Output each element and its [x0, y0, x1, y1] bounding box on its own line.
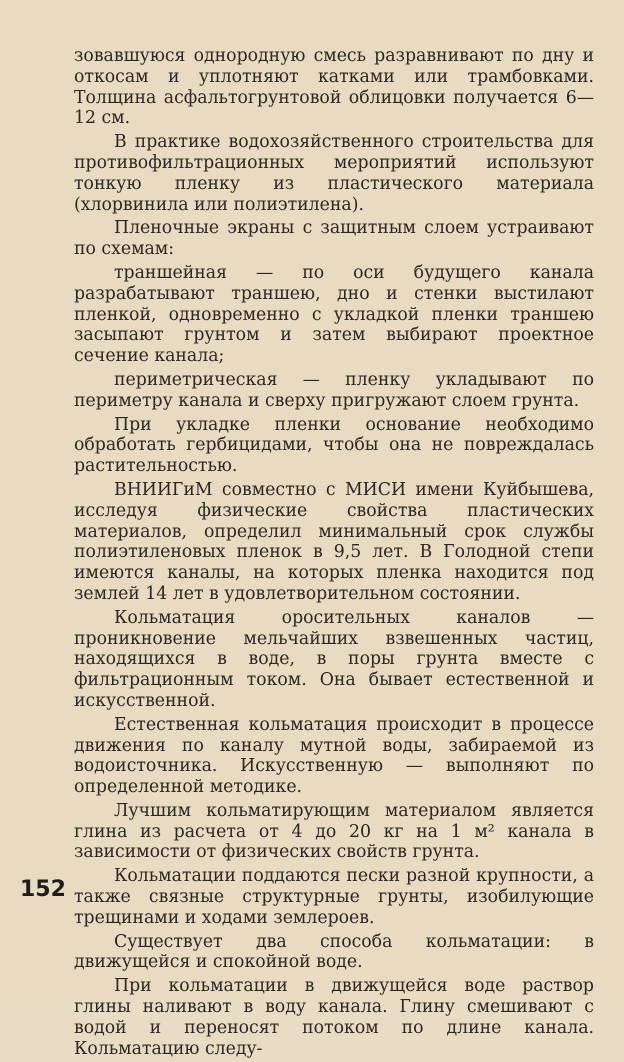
paragraph: В практике водохозяйственного строительства для противофильтрационных мероприятий используют тонкую пленку из пластического материала (хлорвинила или полиэтилена).	[74, 132, 594, 215]
paragraph: При кольматации в движущейся воде раствор глины наливают в воду канала. Глину смешивают с водой и переносят потоком по длине канала. Кольматацию следу-	[74, 976, 594, 1059]
paragraph: периметрическая — пленку укладывают по периметру канала и сверху пригружают слоем грунта.	[74, 369, 594, 411]
paragraph: При укладке пленки основание необходимо обработать гербицидами, чтобы она не повреждалась растительностью.	[74, 414, 594, 477]
paragraph: Естественная кольматация происходит в процессе движения по каналу мутной воды, забираемой из водоисточника. Искусственную — выполняют по определенной методике.	[74, 714, 594, 798]
page-number: 152	[20, 877, 66, 902]
paragraph: Пленочные экраны с защитным слоем устраивают по схемам:	[74, 218, 594, 260]
paragraph: Кольматация оросительных каналов — проникновение мельчайших взвешенных частиц, находящихся в воде, в поры грунта вместе с фильтрационным током. Она бывает естественной и искусственной.	[74, 607, 594, 711]
paragraph: Кольматации поддаются пески разной крупности, а также связные структурные грунты, изобилующие трещинами и ходами землероев.	[74, 866, 594, 928]
paragraph: Существует два способа кольматации: в движущейся и спокойной воде.	[74, 931, 594, 973]
paragraph: зовавшуюся однородную смесь разравнивают по дну и откосам и уплотняют катками или трамбовками. Толщина асфальтогрунтовой облицовки получается 6—12 см.	[74, 46, 594, 129]
paragraph: ВНИИГиМ совместно с МИСИ имени Куйбышева, исследуя физические свойства пластических материалов, определил минимальный срок службы полиэтиленовых пленок в 9,5 лет. В Голодной степи имеются каналы, на которых пленка находится под землей 14 лет в удовлетворительном состоянии.	[74, 479, 594, 604]
paragraph: Лучшим кольматирующим материалом является глина из расчета от 4 до 20 кг на 1 м² канала в зависимости от физических свойств грунта.	[74, 800, 594, 863]
paragraph: траншейная — по оси будущего канала разрабатывают траншею, дно и стенки выстилают пленкой, одновременно с укладкой пленки траншею засыпают грунтом и затем выбирают проектное сечение канала;	[74, 262, 594, 367]
body-text	[74, 46, 594, 1062]
